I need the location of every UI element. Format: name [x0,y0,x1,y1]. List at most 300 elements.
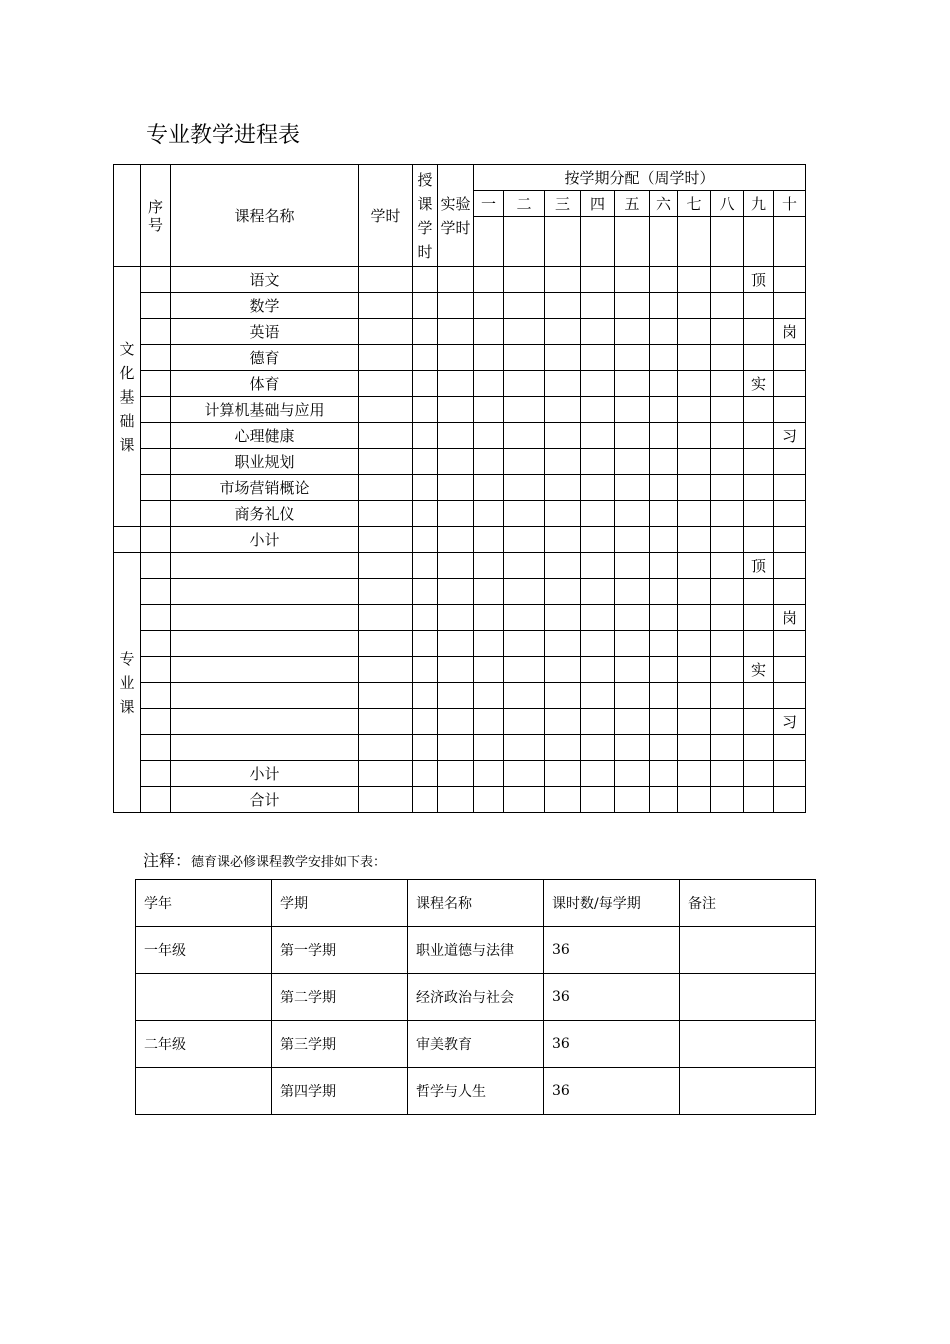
hours-cell [359,761,413,787]
seq-cell [141,475,171,501]
lab-hours-cell [438,449,474,475]
semester-cell [615,423,650,449]
semester-cell [650,397,678,423]
seq-header-text: 序号 [147,197,163,234]
seq-cell [141,267,171,293]
semester-cell [615,475,650,501]
category-char: 课 [119,435,135,454]
table-row [114,605,806,631]
semester-cell [774,787,806,813]
semester-cell [615,319,650,345]
semester-cell [581,657,615,683]
lab-hours-cell [438,735,474,761]
header-cell: 课程名称 [408,880,544,927]
semester-cell [774,397,806,423]
semester-cell [711,657,744,683]
semester-cell [678,631,711,657]
subtotal-label: 小计 [171,761,359,787]
semester-cell [504,319,545,345]
category-char: 专 [119,649,135,668]
semester-cell [474,527,504,553]
semester-cell [615,217,650,267]
semester-cell [615,605,650,631]
semester-cell [744,345,774,371]
semester-cell [678,761,711,787]
semester-cell [744,709,774,735]
semester-cell [474,423,504,449]
semester-cell [744,787,774,813]
semester-cell [650,449,678,475]
semester-cell [581,449,615,475]
semester-cell [650,293,678,319]
semester-cell [581,371,615,397]
seq-cell [141,319,171,345]
semester-cell [678,527,711,553]
semester-cell [650,787,678,813]
semester-cell [678,423,711,449]
semester-cell [474,345,504,371]
header-cell: 备注 [680,880,816,927]
category-char: 文 [119,339,135,358]
hours-cell [359,735,413,761]
course-name-cell: 体育 [171,371,359,397]
semester-cell [744,423,774,449]
lab-hours-cell [438,501,474,527]
semester-cell [474,605,504,631]
semester-cell [545,761,581,787]
semester-cell [504,579,545,605]
semester-cell [474,267,504,293]
semester-cell [650,217,678,267]
course-name-cell: 语文 [171,267,359,293]
seq-cell [141,527,171,553]
semester-cell [545,475,581,501]
hours-cell [359,787,413,813]
semester-cell [545,319,581,345]
table-cell: 36 [544,1021,680,1068]
semester-cell: 习 [774,709,806,735]
semester-cell [545,267,581,293]
semester-cell: 岗 [774,605,806,631]
table-row [136,927,816,974]
semester-cell: 岗 [774,319,806,345]
semester-header: 九 [744,191,774,217]
table-row [136,1021,816,1068]
semester-cell [711,293,744,319]
semester-cell [504,501,545,527]
semester-cell [711,371,744,397]
teach-hours-char: 学 [417,218,433,237]
semester-cell [545,217,581,267]
semester-cell [615,735,650,761]
semester-cell [474,293,504,319]
semester-cell [545,293,581,319]
semester-cell [474,371,504,397]
semester-header: 七 [678,191,711,217]
semester-cell [711,217,744,267]
semester-cell [774,553,806,579]
teach-hours-cell [413,345,438,371]
table-row [114,631,806,657]
semester-cell [678,501,711,527]
semester-cell [504,787,545,813]
lab-hours-cell [438,579,474,605]
semester-cell [774,683,806,709]
seq-cell [141,371,171,397]
teach-hours-char: 时 [417,242,433,261]
semester-cell [545,735,581,761]
table-cell: 第二学期 [272,974,408,1021]
semester-cell [744,397,774,423]
table-row [114,553,806,579]
seq-cell [141,345,171,371]
semester-cell [711,787,744,813]
semester-cell [774,735,806,761]
semester-cell [545,371,581,397]
semester-cell [474,735,504,761]
semester-cell [711,631,744,657]
semester-cell [744,683,774,709]
hours-cell [359,553,413,579]
semester-cell [581,423,615,449]
semester-cell [504,345,545,371]
table-header-row [136,880,816,927]
semester-cell: 顶 [744,553,774,579]
semester-cell [615,709,650,735]
semester-cell [650,527,678,553]
semester-cell [650,735,678,761]
category-char: 化 [119,363,135,382]
semester-cell [504,449,545,475]
table-row [114,371,806,397]
blank-cell [114,165,141,267]
semester-cell [711,319,744,345]
table-row [114,475,806,501]
table-cell: 36 [544,1068,680,1115]
table-cell: 职业道德与法律 [408,927,544,974]
hours-cell [359,709,413,735]
semester-cell [545,709,581,735]
hours-cell [359,527,413,553]
course-name-cell: 英语 [171,319,359,345]
semester-cell [474,217,504,267]
semester-cell [711,579,744,605]
semester-cell [581,579,615,605]
semester-cell [744,527,774,553]
course-name-cell: 市场营销概论 [171,475,359,501]
seq-cell [141,553,171,579]
semester-cell [711,527,744,553]
course-name-cell [171,631,359,657]
semester-header: 六 [650,191,678,217]
semester-cell [678,735,711,761]
semester-header: 一 [474,191,504,217]
semester-cell [474,553,504,579]
table-row [114,501,806,527]
seq-cell [141,709,171,735]
seq-cell [141,501,171,527]
semester-cell [615,527,650,553]
semester-cell [650,579,678,605]
semester-cell [744,293,774,319]
semester-cell [545,423,581,449]
semester-cell [678,579,711,605]
category-char: 基 [119,387,135,406]
table-row [114,579,806,605]
course-name-cell [171,735,359,761]
course-name-cell: 数学 [171,293,359,319]
course-name-cell: 计算机基础与应用 [171,397,359,423]
semester-cell [774,267,806,293]
semester-cell [545,631,581,657]
table-row [114,345,806,371]
semester-cell [545,553,581,579]
lab-hours-cell [438,657,474,683]
semester-cell [678,605,711,631]
semester-cell [711,501,744,527]
semester-cell [678,345,711,371]
semester-cell [504,709,545,735]
table-cell: 第三学期 [272,1021,408,1068]
table-cell [680,974,816,1021]
lab-hours-cell [438,345,474,371]
course-name-cell: 德育 [171,345,359,371]
semester-cell [504,371,545,397]
teach-hours-cell [413,319,438,345]
table-row [114,397,806,423]
course-name-header: 课程名称 [171,165,359,267]
table-row [114,683,806,709]
teach-hours-cell [413,527,438,553]
semester-cell [744,475,774,501]
semester-cell [581,683,615,709]
semester-cell [711,267,744,293]
category-char: 础 [119,411,135,430]
lab-hours-text: 实验学时 [440,194,471,237]
semester-cell [545,657,581,683]
teach-hours-cell [413,657,438,683]
semester-cell [615,449,650,475]
semester-cell: 顶 [744,267,774,293]
table-cell: 一年级 [136,927,272,974]
lab-hours-cell [438,527,474,553]
semester-cell [615,267,650,293]
teach-hours-char: 课 [417,194,433,213]
lab-hours-cell [438,267,474,293]
lab-hours-cell [438,787,474,813]
semester-cell [711,475,744,501]
semester-cell [711,683,744,709]
semester-cell [545,787,581,813]
hours-cell [359,267,413,293]
hours-header: 学时 [359,165,413,267]
semester-cell [711,709,744,735]
hours-cell [359,449,413,475]
semester-cell [504,397,545,423]
table-row [136,974,816,1021]
lab-hours-cell [438,293,474,319]
teach-hours-cell [413,371,438,397]
teach-hours-cell [413,449,438,475]
semester-cell [711,397,744,423]
note-text: 德育课必修课程教学安排如下表： [191,855,387,870]
course-name-cell [171,579,359,605]
semester-cell [650,657,678,683]
semester-cell [504,631,545,657]
seq-cell [141,293,171,319]
table-cell [136,974,272,1021]
semester-cell [774,501,806,527]
semester-header: 八 [711,191,744,217]
total-label: 合计 [171,787,359,813]
teach-hours-cell [413,735,438,761]
semester-cell [581,267,615,293]
seq-cell [141,631,171,657]
semester-cell [711,449,744,475]
semester-cell [581,501,615,527]
semester-cell [474,787,504,813]
semester-cell [774,657,806,683]
seq-cell [141,579,171,605]
semester-cell [711,735,744,761]
seq-cell [141,605,171,631]
semester-group-header: 按学期分配（周学时） [474,165,806,191]
semester-cell [581,397,615,423]
semester-cell [504,605,545,631]
semester-cell [474,501,504,527]
note-head: 注释： [143,851,192,870]
semester-cell [581,787,615,813]
semester-cell [615,553,650,579]
table-header-row [114,165,806,191]
table-row [114,319,806,345]
semester-cell [504,423,545,449]
semester-cell [678,217,711,267]
header-cell: 学期 [272,880,408,927]
semester-cell [744,501,774,527]
lab-hours-cell [438,423,474,449]
semester-cell [581,735,615,761]
seq-cell [141,423,171,449]
table-cell: 二年级 [136,1021,272,1068]
semester-cell [650,605,678,631]
table-cell: 36 [544,974,680,1021]
lab-hours-cell [438,709,474,735]
table-row [114,709,806,735]
semester-cell [744,449,774,475]
lab-hours-cell [438,631,474,657]
semester-cell [678,293,711,319]
semester-cell [650,345,678,371]
semester-cell [678,475,711,501]
table-row [114,735,806,761]
teach-hours-cell [413,631,438,657]
semester-cell [545,397,581,423]
semester-cell [581,527,615,553]
subtotal-label: 小计 [171,527,359,553]
semester-cell [744,319,774,345]
course-name-cell [171,605,359,631]
teach-hours-cell [413,293,438,319]
semester-cell [474,683,504,709]
hours-cell [359,345,413,371]
semester-cell [615,345,650,371]
teach-hours-cell [413,267,438,293]
seq-cell [141,449,171,475]
teaching-schedule-table [113,164,806,813]
semester-cell [650,553,678,579]
hours-cell [359,475,413,501]
semester-cell [504,267,545,293]
semester-cell [474,475,504,501]
semester-header: 二 [504,191,545,217]
category-char: 课 [119,697,135,716]
semester-cell [504,527,545,553]
semester-cell [650,709,678,735]
semester-cell: 习 [774,423,806,449]
semester-cell [678,397,711,423]
semester-cell [711,761,744,787]
semester-cell [545,683,581,709]
semester-cell [711,553,744,579]
semester-cell [650,371,678,397]
semester-header: 三 [545,191,581,217]
lab-hours-cell [438,475,474,501]
course-name-cell [171,657,359,683]
semester-cell [545,501,581,527]
category-culture [114,267,141,527]
semester-cell [615,293,650,319]
page-title: 专业教学进程表 [146,123,301,148]
semester-cell [581,475,615,501]
semester-cell [545,579,581,605]
semester-cell [650,631,678,657]
semester-cell [581,293,615,319]
semester-cell [678,657,711,683]
semester-cell [774,761,806,787]
semester-cell [678,449,711,475]
semester-cell [774,527,806,553]
semester-cell [615,579,650,605]
table-row [114,761,806,787]
teach-hours-cell [413,683,438,709]
hours-cell [359,501,413,527]
semester-cell [504,293,545,319]
hours-cell [359,371,413,397]
seq-cell [141,787,171,813]
semester-cell [774,449,806,475]
semester-cell [744,761,774,787]
table-cell: 第四学期 [272,1068,408,1115]
semester-cell [504,475,545,501]
semester-cell [678,267,711,293]
lab-hours-header [438,165,474,267]
table-cell: 哲学与人生 [408,1068,544,1115]
table-cell [136,1068,272,1115]
hours-cell [359,397,413,423]
semester-cell [504,217,545,267]
semester-cell [615,657,650,683]
semester-cell [678,319,711,345]
hours-cell [359,579,413,605]
semester-cell [678,683,711,709]
semester-cell [545,605,581,631]
semester-cell: 实 [744,371,774,397]
teach-hours-cell [413,761,438,787]
course-name-cell: 心理健康 [171,423,359,449]
semester-cell [650,501,678,527]
table-row [114,293,806,319]
